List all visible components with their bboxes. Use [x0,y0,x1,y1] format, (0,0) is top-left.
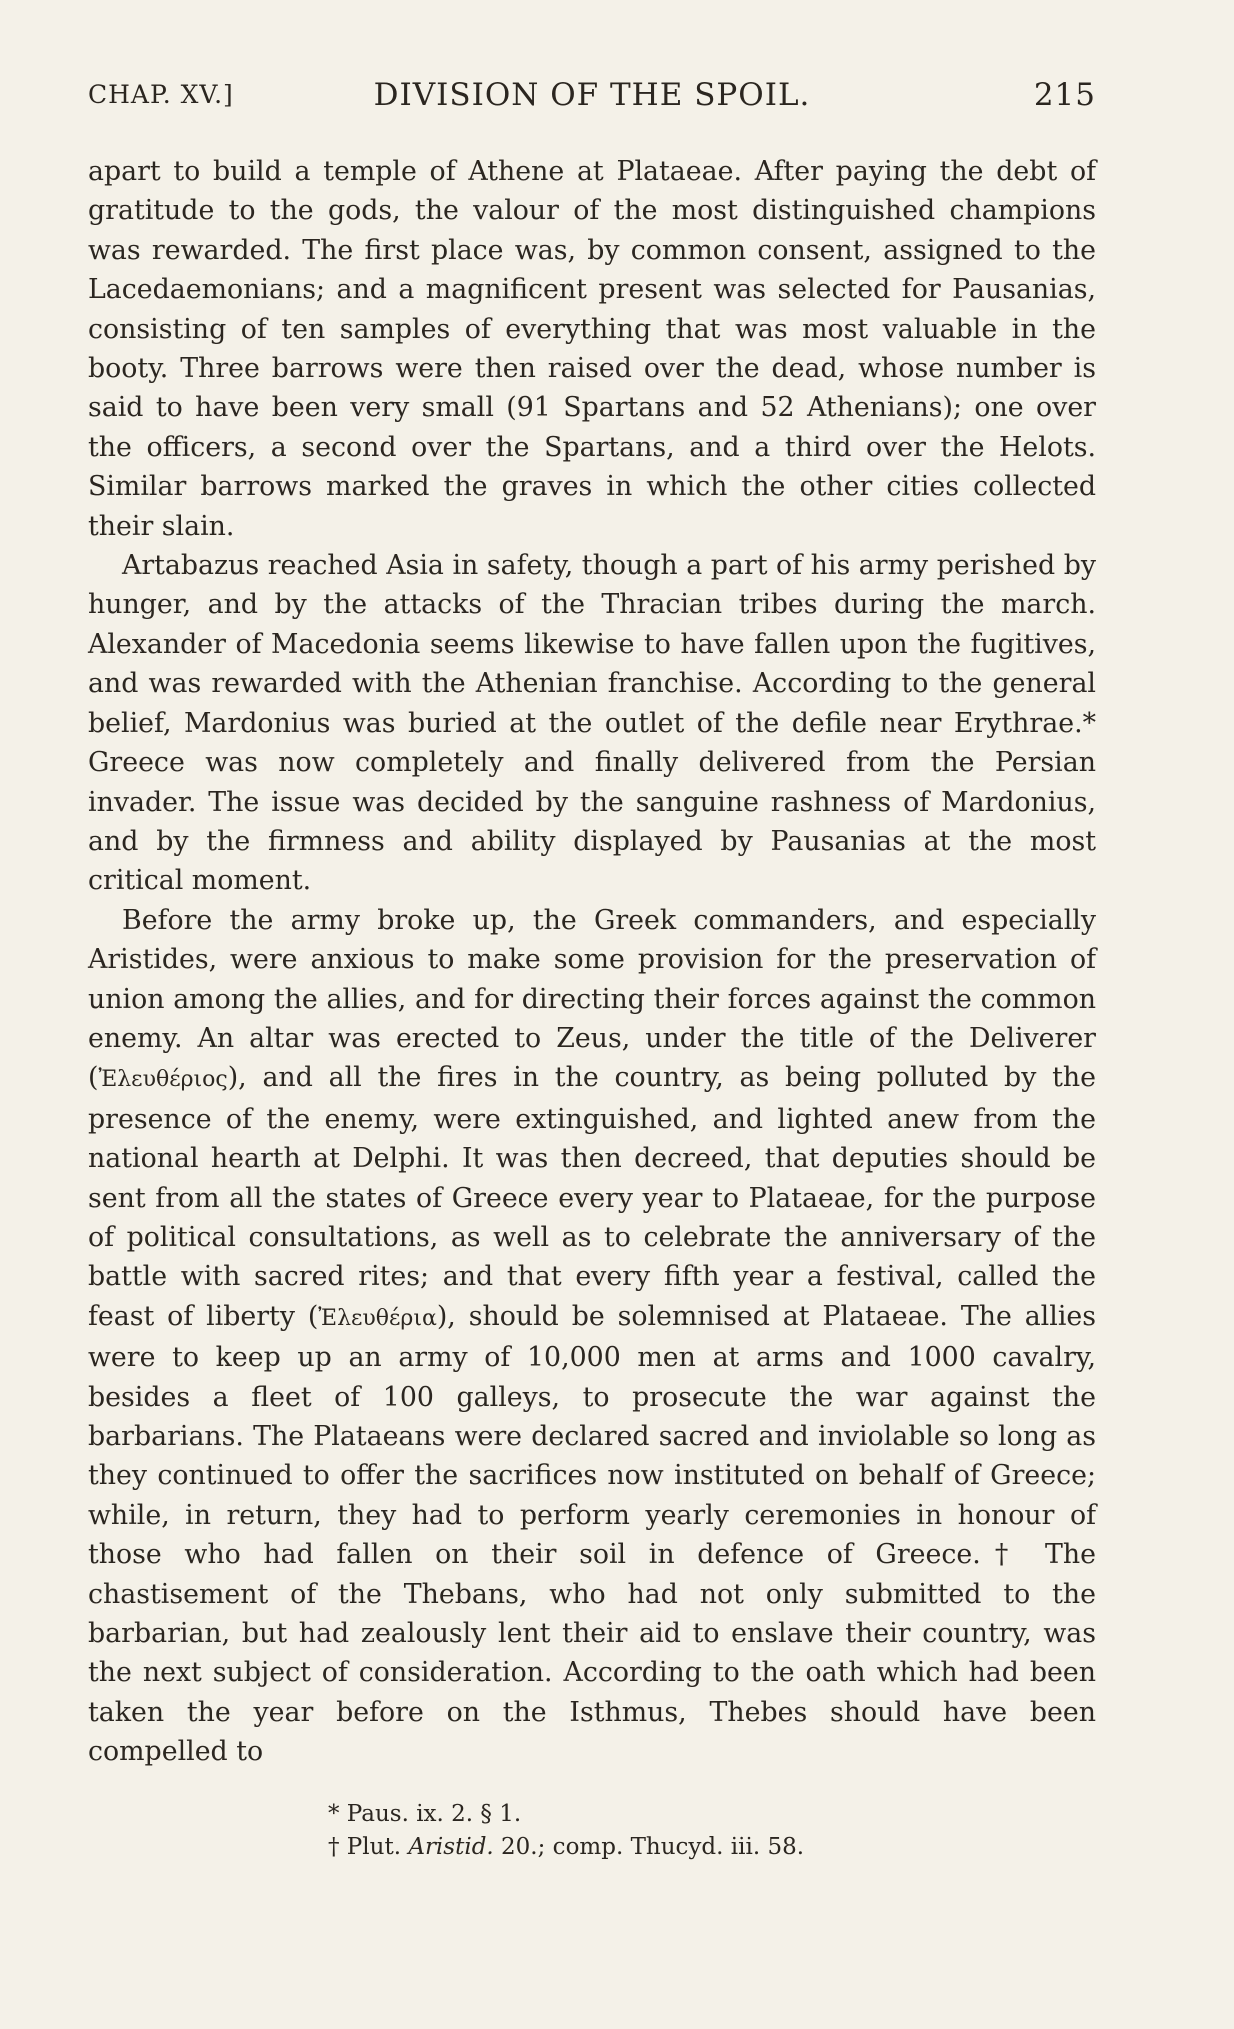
page-title: DIVISION OF THE SPOIL. [373,77,811,113]
footnote-2-italic: Aristid. [408,1833,494,1860]
paragraph-1: apart to build a temple of Athene at Plataeae. After paying the debt of gratitude to the gods, the valour of the most distinguished champions was rewarded. The first place was, by common consent, assigned to the Lacedaemonians; and a magnificent present was selected for Pausanias, consisting of ten samples of everything that was most valuable in the booty. Three barrows were then raised over the dead, whose number is said to have been very small (91 Spartans and 52 Athenians); one over the officers, a second over the Spartans, and a third over the Helots. Similar barrows marked the graves in which the other cities collected their slain. [88,156,1096,542]
running-head [88,76,1096,114]
paragraph-3-part-c: ), should be solemnised at Plataeae. The allies were to keep up an army of 10,000 men at arms and 1000 cavalry, besides a fleet of 100 galleys, to prosecute the war against the barbarians. The Plataeans were declared sacred and inviolable so long as they continued to offer the sacrifices now instituted on behalf of Greece; while, in return, they had to perform yearly ceremonies in honour of those who had fallen on their soil in defence of Greece.† The chastisement of the Thebans, who had not only submitted to the barbarian, but had zealously lent their aid to enslave their country, was the next subject of consideration. According to the oath which had been taken the year before on the Isthmus, Thebes should have been compelled to [88,1300,1096,1768]
book-page [88,76,1096,1976]
greek-term-eleutheria: Ἐλευθέρια [318,1305,437,1331]
footnotes [88,1798,1096,1864]
body-text [88,152,1096,1772]
footnote-1: * Paus. ix. 2. § 1. [328,1800,522,1827]
footnote-2-prefix: † Plut. [328,1833,409,1860]
paragraph-3-part-b: ), and all the fires in the country, as being polluted by the presence of the enemy, were extinguished, and lighted anew from the national hearth at Delphi. It was then decreed, that deputies should be sent from all the states of Greece every year to Plataeae, for the purpose of political consultations, as well as to celebrate the anniversary of the battle with sacred rites; and that every fifth year a festival, called the feast of liberty ( [88,1062,1096,1332]
greek-term-eleutherios: Ἐλευθέριος [98,1067,228,1093]
footnote-2-suffix: 20.; comp. Thucyd. iii. 58. [493,1833,805,1860]
paragraph-3 [88,901,1096,1772]
paragraph-3-part-a: Before the army broke up, the Greek commanders, and especially Aristides, were anxious to make some provision for the preservation of union among the allies, and for directing their forces against the common enemy. An altar was erected to Zeus, under the title of the Deliverer ( [88,904,1096,1094]
page-number: 215 [1033,77,1096,113]
paragraph-2: Artabazus reached Asia in safety, though a part of his army perished by hunger, and by the attacks of the Thracian tribes during the march. Alexander of Macedonia seems likewise to have fallen upon the fugitives, and was rewarded with the Athenian franchise. According to the general belief, Mardonius was buried at the outlet of the defile near Erythrae.* Greece was now completely and finally delivered from the Persian invader. The issue was decided by the sanguine rashness of Mardonius, and by the firmness and ability displayed by Pausanias at the most critical moment. [88,550,1096,897]
chapter-label: CHAP. XV.] [88,80,234,109]
footnote-2 [328,1831,1096,1864]
